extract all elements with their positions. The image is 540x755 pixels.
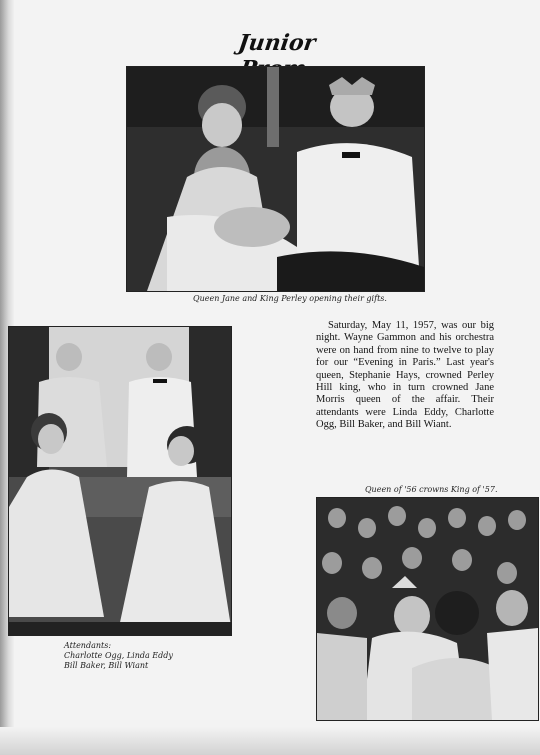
- caption-attendants-heading: Attendants:: [64, 641, 112, 650]
- caption-attendants-names-2: Bill Baker, Bill Wiant: [64, 661, 149, 670]
- article-text: Saturday, May 11, 1957, was our big night. Wayne Gammon and his orchestra were on hand from nine to twelve to play for our “Evening in Paris.” Last year's queen, Stephanie Hays, crowned Perley Hill king, who in turn crowned Jane Morris queen of the affair. Their attendants were Linda Eddy, Charlotte Ogg, Bill Baker, and Bill Wiant.: [316, 320, 494, 431]
- caption-queen-king-gifts: Queen Jane and King Perley opening their gifts.: [193, 294, 387, 303]
- photo-queen-crowns-king: [317, 498, 538, 720]
- caption-attendants-names-1: Charlotte Ogg, Linda Eddy: [64, 651, 173, 660]
- caption-attendants: [64, 641, 234, 671]
- photo-attendants: [9, 327, 231, 635]
- caption-queen-crowns-king: Queen of '56 crowns King of '57.: [365, 485, 498, 494]
- photo-queen-king-gifts: [127, 67, 424, 291]
- page-title: Junior: [236, 30, 318, 56]
- page-bottom-edge: [0, 727, 540, 755]
